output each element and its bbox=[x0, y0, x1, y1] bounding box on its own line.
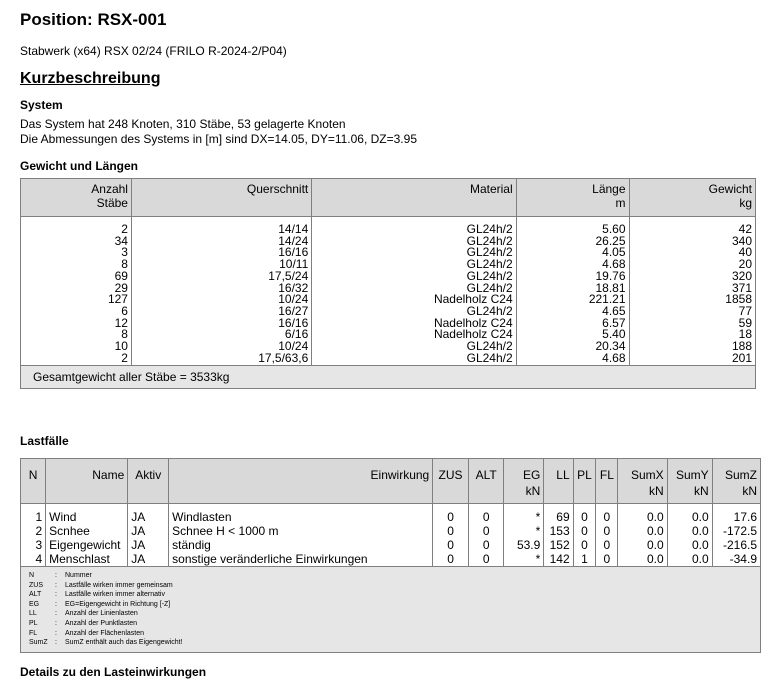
header-querschnitt: Querschnitt bbox=[131, 179, 311, 217]
cell-gewicht: 201 bbox=[629, 353, 755, 366]
legend-text: Anzahl der Linienlasten bbox=[65, 610, 138, 618]
cell-material: GL24h/2 bbox=[312, 353, 516, 366]
cell-eg: * bbox=[504, 524, 544, 538]
cell-n: 3 bbox=[21, 538, 46, 552]
cell-n: 1 bbox=[21, 504, 46, 525]
weights-row bbox=[21, 329, 756, 341]
legend-text: SumZ enthält auch das Eigengewicht! bbox=[65, 639, 183, 647]
cell-gewicht: 18 bbox=[629, 329, 755, 341]
cell-zus: 0 bbox=[433, 538, 469, 552]
header-laenge: Länge m bbox=[516, 179, 629, 217]
cell-einwirkung: Schnee H < 1000 m bbox=[169, 524, 433, 538]
cell-fl: 0 bbox=[596, 524, 618, 538]
legend-key: SumZ bbox=[29, 639, 48, 647]
cell-aktiv: JA bbox=[128, 538, 169, 552]
cell-querschnitt: 14/24 bbox=[131, 236, 311, 248]
cell-fl: 0 bbox=[596, 504, 618, 525]
cell-zus: 0 bbox=[433, 504, 469, 525]
cell-querschnitt: 10/24 bbox=[131, 341, 311, 353]
cell-material: Nadelholz C24 bbox=[312, 294, 516, 306]
loadcase-row bbox=[21, 524, 761, 538]
header-einwirkung: Einwirkung bbox=[169, 459, 433, 504]
cell-gewicht: 340 bbox=[629, 236, 755, 248]
cell-material: GL24h/2 bbox=[312, 341, 516, 353]
cell-laenge: 221.21 bbox=[516, 294, 629, 306]
cell-sumy: 0.0 bbox=[667, 552, 712, 567]
cell-material: Nadelholz C24 bbox=[312, 318, 516, 330]
loadcases-legend bbox=[21, 567, 761, 653]
cell-sumy: 0.0 bbox=[667, 538, 712, 552]
cell-material: GL24h/2 bbox=[312, 247, 516, 259]
cell-anzahl: 127 bbox=[21, 294, 132, 306]
cell-gewicht: 320 bbox=[629, 271, 755, 283]
cell-ll: 142 bbox=[544, 552, 573, 567]
cell-sumz: 17.6 bbox=[712, 504, 760, 525]
system-description: Das System hat 248 Knoten, 310 Stäbe, 53 gelagerte Knoten bbox=[20, 117, 346, 131]
cell-pl: 0 bbox=[573, 538, 596, 552]
header-eg: EG kN bbox=[504, 459, 544, 504]
cell-einwirkung: Windlasten bbox=[169, 504, 433, 525]
cell-eg: 53.9 bbox=[504, 538, 544, 552]
weights-heading: Gewicht und Längen bbox=[20, 159, 139, 173]
legend-key: ZUS bbox=[29, 581, 43, 589]
weights-header-row bbox=[21, 179, 756, 217]
cell-querschnitt: 17,5/63,6 bbox=[131, 353, 311, 366]
header-aktiv: Aktiv bbox=[128, 459, 169, 504]
header-pl: PL bbox=[573, 459, 596, 504]
cell-anzahl: 6 bbox=[21, 306, 132, 318]
cell-material: GL24h/2 bbox=[312, 271, 516, 283]
loadcases-legend-row bbox=[21, 567, 761, 653]
cell-fl: 0 bbox=[596, 552, 618, 567]
cell-material: GL24h/2 bbox=[312, 236, 516, 248]
weights-table bbox=[20, 178, 756, 389]
cell-eg: * bbox=[504, 552, 544, 567]
cell-sumy: 0.0 bbox=[667, 524, 712, 538]
weights-row bbox=[21, 217, 756, 236]
cell-laenge: 20.34 bbox=[516, 341, 629, 353]
cell-gewicht: 371 bbox=[629, 283, 755, 295]
cell-querschnitt: 10/24 bbox=[131, 294, 311, 306]
cell-laenge: 5.60 bbox=[516, 217, 629, 236]
legend-separator: : bbox=[55, 572, 57, 579]
cell-gewicht: 40 bbox=[629, 247, 755, 259]
total-weight: Gesamtgewicht aller Stäbe = 3533kg bbox=[21, 366, 756, 389]
cell-eg: * bbox=[504, 504, 544, 525]
cell-querschnitt: 10/11 bbox=[131, 259, 311, 271]
cell-anzahl: 8 bbox=[21, 259, 132, 271]
weights-row bbox=[21, 247, 756, 259]
cell-fl: 0 bbox=[596, 538, 618, 552]
position-title: Position: RSX-001 bbox=[20, 10, 167, 29]
cell-anzahl: 8 bbox=[21, 329, 132, 341]
cell-alt: 0 bbox=[468, 538, 504, 552]
section-title: Kurzbeschreibung bbox=[20, 70, 161, 87]
cell-gewicht: 42 bbox=[629, 217, 755, 236]
cell-name: Scnhee bbox=[46, 524, 128, 538]
weights-row bbox=[21, 294, 756, 306]
weights-total-row bbox=[21, 366, 756, 389]
cell-laenge: 4.68 bbox=[516, 353, 629, 366]
header-alt: ALT bbox=[468, 459, 504, 504]
weights-row bbox=[21, 353, 756, 366]
cell-anzahl: 29 bbox=[21, 283, 132, 295]
program-version: Stabwerk (x64) RSX 02/24 (FRILO R-2024-2/P04) bbox=[20, 44, 287, 58]
header-n: N bbox=[21, 459, 46, 504]
legend-text: Anzahl der Flächenlasten bbox=[65, 629, 144, 637]
loadcases-body bbox=[21, 504, 761, 567]
legend-item bbox=[29, 609, 752, 619]
cell-material: Nadelholz C24 bbox=[312, 329, 516, 341]
cell-anzahl: 2 bbox=[21, 353, 132, 366]
header-sumy: SumY kN bbox=[667, 459, 712, 504]
cell-ll: 69 bbox=[544, 504, 573, 525]
cell-name: Wind bbox=[46, 504, 128, 525]
cell-zus: 0 bbox=[433, 552, 469, 567]
loadcase-row bbox=[21, 538, 761, 552]
legend-key: FL bbox=[29, 629, 38, 637]
cell-gewicht: 20 bbox=[629, 259, 755, 271]
cell-sumx: 0.0 bbox=[618, 524, 667, 538]
header-name: Name bbox=[46, 459, 128, 504]
legend-item bbox=[29, 629, 752, 639]
details-heading: Details zu den Lasteinwirkungen bbox=[20, 665, 207, 679]
cell-zus: 0 bbox=[433, 524, 469, 538]
cell-querschnitt: 16/27 bbox=[131, 306, 311, 318]
cell-gewicht: 1858 bbox=[629, 294, 755, 306]
legend-separator: : bbox=[55, 581, 57, 589]
legend-item bbox=[29, 571, 752, 581]
cell-querschnitt: 14/14 bbox=[131, 217, 311, 236]
cell-name: Eigengewicht bbox=[46, 538, 128, 552]
legend-separator: : bbox=[55, 639, 57, 647]
system-heading: System bbox=[20, 98, 63, 112]
legend-separator: : bbox=[55, 629, 57, 637]
cell-gewicht: 188 bbox=[629, 341, 755, 353]
cell-aktiv: JA bbox=[128, 504, 169, 525]
weights-row bbox=[21, 306, 756, 318]
legend-separator: : bbox=[55, 619, 57, 627]
header-sumx: SumX kN bbox=[618, 459, 667, 504]
header-gewicht: Gewicht kg bbox=[629, 179, 755, 217]
legend-key: LL bbox=[29, 610, 37, 618]
cell-gewicht: 77 bbox=[629, 306, 755, 318]
weights-row bbox=[21, 318, 756, 330]
cell-anzahl: 34 bbox=[21, 236, 132, 248]
cell-anzahl: 2 bbox=[21, 217, 132, 236]
header-ll: LL bbox=[544, 459, 573, 504]
cell-material: GL24h/2 bbox=[312, 217, 516, 236]
cell-sumx: 0.0 bbox=[618, 538, 667, 552]
header-sumz: SumZ kN bbox=[712, 459, 760, 504]
cell-pl: 0 bbox=[573, 524, 596, 538]
weights-row bbox=[21, 341, 756, 353]
cell-anzahl: 69 bbox=[21, 271, 132, 283]
weights-body bbox=[21, 217, 756, 366]
legend-item bbox=[29, 600, 752, 610]
loadcases-table bbox=[20, 458, 761, 653]
cell-querschnitt: 16/16 bbox=[131, 318, 311, 330]
legend-separator: : bbox=[55, 600, 57, 608]
cell-sumx: 0.0 bbox=[618, 504, 667, 525]
cell-laenge: 26.25 bbox=[516, 236, 629, 248]
cell-laenge: 19.76 bbox=[516, 271, 629, 283]
cell-laenge: 4.68 bbox=[516, 259, 629, 271]
cell-material: GL24h/2 bbox=[312, 259, 516, 271]
legend-text: Lastfälle wirken immer gemeinsam bbox=[65, 581, 173, 589]
cell-material: GL24h/2 bbox=[312, 283, 516, 295]
weights-row bbox=[21, 283, 756, 295]
cell-pl: 1 bbox=[573, 552, 596, 567]
system-dimensions: Die Abmessungen des Systems in [m] sind DX=14.05, DY=11.06, DZ=3.95 bbox=[20, 132, 417, 146]
legend-key: PL bbox=[29, 619, 38, 627]
cell-querschnitt: 16/32 bbox=[131, 283, 311, 295]
cell-sumz: -34.9 bbox=[712, 552, 760, 567]
legend-text: Nummer bbox=[65, 572, 92, 579]
legend-text: EG=Eigengewicht in Richtung [-Z] bbox=[65, 600, 171, 608]
legend-item bbox=[29, 638, 752, 648]
weights-row bbox=[21, 236, 756, 248]
cell-alt: 0 bbox=[468, 524, 504, 538]
cell-einwirkung: sonstige veränderliche Einwirkungen bbox=[169, 552, 433, 567]
weights-row bbox=[21, 259, 756, 271]
cell-anzahl: 12 bbox=[21, 318, 132, 330]
legend-separator: : bbox=[55, 610, 57, 618]
cell-laenge: 4.05 bbox=[516, 247, 629, 259]
legend-key: ALT bbox=[29, 591, 42, 599]
cell-sumy: 0.0 bbox=[667, 504, 712, 525]
header-material: Material bbox=[312, 179, 516, 217]
cell-alt: 0 bbox=[468, 504, 504, 525]
legend-item bbox=[29, 590, 752, 600]
cell-ll: 152 bbox=[544, 538, 573, 552]
cell-sumx: 0.0 bbox=[618, 552, 667, 567]
cell-querschnitt: 17,5/24 bbox=[131, 271, 311, 283]
cell-laenge: 4.65 bbox=[516, 306, 629, 318]
cell-material: GL24h/2 bbox=[312, 306, 516, 318]
cell-ll: 153 bbox=[544, 524, 573, 538]
cell-laenge: 6.57 bbox=[516, 318, 629, 330]
cell-einwirkung: ständig bbox=[169, 538, 433, 552]
cell-anzahl: 3 bbox=[21, 247, 132, 259]
header-anzahl: Anzahl Stäbe bbox=[21, 179, 132, 217]
cell-aktiv: JA bbox=[128, 524, 169, 538]
cell-sumz: -172.5 bbox=[712, 524, 760, 538]
cell-querschnitt: 16/16 bbox=[131, 247, 311, 259]
header-fl: FL bbox=[596, 459, 618, 504]
loadcases-heading: Lastfälle bbox=[20, 434, 69, 448]
loadcases-header-row bbox=[21, 459, 761, 504]
cell-laenge: 18.81 bbox=[516, 283, 629, 295]
loadcase-row bbox=[21, 552, 761, 567]
cell-n: 2 bbox=[21, 524, 46, 538]
cell-gewicht: 59 bbox=[629, 318, 755, 330]
cell-name: Menschlast bbox=[46, 552, 128, 567]
cell-n: 4 bbox=[21, 552, 46, 567]
legend-key: N bbox=[29, 572, 35, 579]
legend-item bbox=[29, 581, 752, 591]
cell-sumz: -216.5 bbox=[712, 538, 760, 552]
cell-aktiv: JA bbox=[128, 552, 169, 567]
legend-text: Anzahl der Punktlasten bbox=[65, 619, 137, 627]
loadcase-row bbox=[21, 504, 761, 525]
cell-laenge: 5.40 bbox=[516, 329, 629, 341]
legend-key: EG bbox=[29, 600, 40, 608]
weights-row bbox=[21, 271, 756, 283]
legend-item bbox=[29, 619, 752, 629]
cell-anzahl: 10 bbox=[21, 341, 132, 353]
header-zus: ZUS bbox=[433, 459, 469, 504]
legend-separator: : bbox=[55, 591, 57, 599]
legend-text: Lastfälle wirken immer alternativ bbox=[65, 591, 165, 599]
cell-pl: 0 bbox=[573, 504, 596, 525]
cell-alt: 0 bbox=[468, 552, 504, 567]
cell-querschnitt: 6/16 bbox=[131, 329, 311, 341]
